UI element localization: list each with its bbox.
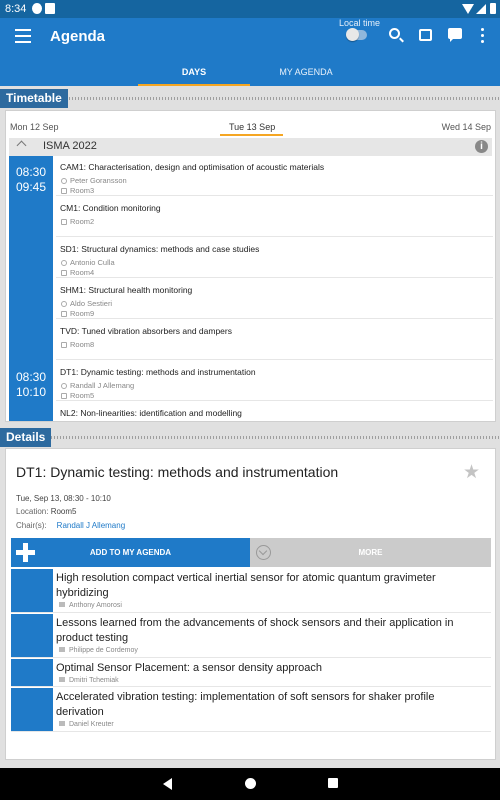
local-time-label: Local time	[339, 18, 381, 28]
day-prev[interactable]: Mon 12 Sep	[10, 122, 59, 132]
day-next[interactable]: Wed 14 Sep	[441, 122, 491, 132]
plus-icon	[16, 543, 35, 562]
star-icon[interactable]: ★	[463, 462, 481, 483]
section-divider	[0, 436, 500, 439]
session-room: Room9	[61, 309, 94, 318]
notification-icon	[32, 3, 42, 14]
info-icon[interactable]: i	[475, 140, 488, 153]
person-icon	[61, 178, 67, 184]
session-chair: Aldo Sestieri	[61, 299, 112, 308]
session-room: Room4	[61, 268, 94, 277]
session-title: SHM1: Structural health monitoring	[60, 285, 193, 295]
session-title: CAM1: Characterisation, design and optimisation of acoustic materials	[60, 162, 325, 172]
paper-item[interactable]	[11, 688, 491, 732]
session-chair: Antonio Culla	[61, 258, 115, 267]
tab-bar	[138, 61, 362, 86]
timetable-card	[5, 110, 496, 422]
paper-author: Dmitri Tchemiak	[59, 677, 119, 684]
home-icon[interactable]	[245, 778, 256, 789]
status-time: 8:34	[5, 3, 27, 15]
session-detail-title: DT1: Dynamic testing: methods and instrumentation	[16, 464, 339, 480]
session-item[interactable]	[56, 197, 493, 237]
day-current[interactable]: Tue 13 Sep	[229, 122, 276, 132]
paper-title: High resolution compact vertical inertial sensor for atomic quantum gravimeter hybridizing	[56, 572, 436, 599]
chat-icon[interactable]	[448, 28, 462, 39]
timetable-label: Timetable	[0, 89, 68, 108]
session-room: Room2	[61, 217, 94, 226]
session-item[interactable]	[56, 279, 493, 319]
session-item[interactable]	[56, 238, 493, 278]
speaker-icon	[59, 721, 65, 726]
status-bar	[0, 0, 500, 18]
conference-name: ISMA 2022	[43, 140, 97, 152]
speaker-icon	[59, 647, 65, 652]
room-icon	[61, 188, 67, 194]
details-label: Details	[0, 428, 51, 447]
chair-link[interactable]: Randall J Allemang	[56, 521, 126, 530]
tab-days[interactable]: DAYS	[138, 61, 250, 86]
session-room: Room5	[61, 391, 94, 400]
app-bar	[0, 18, 500, 86]
session-chair: Peter Goransson	[61, 176, 127, 185]
session-location: Location: Room5	[16, 507, 77, 516]
signal-icon	[476, 4, 486, 14]
wifi-icon	[462, 4, 474, 14]
paper-item[interactable]	[11, 659, 491, 687]
add-to-agenda-button[interactable]: ADD TO MY AGENDA	[11, 538, 250, 567]
room-icon	[61, 270, 67, 276]
speaker-icon	[59, 677, 65, 682]
session-chair: Randall J Allemang	[61, 381, 134, 390]
session-item[interactable]	[56, 156, 493, 196]
paper-author: Anthony Amorosi	[59, 602, 122, 609]
edit-icon[interactable]	[419, 29, 432, 41]
paper-author: Philippe de Cordemoy	[59, 647, 138, 654]
session-date: Tue, Sep 13, 08:30 - 10:10	[16, 494, 111, 503]
session-item[interactable]	[56, 402, 493, 422]
time-slot: 08:30 10:10	[15, 370, 47, 399]
session-item[interactable]	[56, 320, 493, 360]
session-title: NL2: Non-linearities: identification and modelling	[60, 408, 242, 418]
search-icon[interactable]	[389, 28, 400, 39]
chevron-circle-icon	[256, 545, 271, 560]
session-title: DT1: Dynamic testing: methods and instrumentation	[60, 367, 256, 377]
battery-icon	[490, 3, 496, 14]
day-navigator	[6, 111, 495, 137]
paper-item[interactable]	[11, 614, 491, 658]
paper-item[interactable]	[11, 569, 491, 613]
time-slot: 08:30 09:45	[15, 165, 47, 194]
back-icon[interactable]	[163, 778, 172, 790]
session-title: SD1: Structural dynamics: methods and case studies	[60, 244, 260, 254]
tab-my-agenda[interactable]: MY AGENDA	[279, 67, 333, 77]
person-icon	[61, 260, 67, 266]
room-icon	[61, 311, 67, 317]
day-selected-indicator	[220, 134, 283, 136]
session-chairs: Chair(s): Randall J Allemang	[16, 521, 126, 530]
local-time-toggle[interactable]	[347, 30, 367, 40]
room-icon	[61, 219, 67, 225]
session-title: CM1: Condition monitoring	[60, 203, 161, 213]
session-item[interactable]	[56, 361, 493, 401]
time-column	[9, 156, 53, 422]
more-button[interactable]: MORE	[250, 538, 491, 567]
page-title: Agenda	[50, 28, 106, 45]
session-room: Room3	[61, 186, 94, 195]
session-room: Room8	[61, 340, 94, 349]
section-divider	[0, 97, 500, 100]
room-icon	[61, 393, 67, 399]
recent-apps-icon[interactable]	[328, 778, 338, 788]
conference-header[interactable]	[9, 138, 492, 156]
paper-title: Lessons learned from the advancements of shock sensors and their application in product testing	[56, 617, 454, 644]
overflow-menu-icon[interactable]	[481, 28, 484, 44]
person-icon	[61, 383, 67, 389]
system-nav-bar	[0, 768, 500, 800]
menu-icon[interactable]	[15, 29, 31, 43]
session-title: TVD: Tuned vibration absorbers and dampers	[60, 326, 232, 336]
paper-title: Optimal Sensor Placement: a sensor density approach	[56, 662, 322, 674]
speaker-icon	[59, 602, 65, 607]
paper-title: Accelerated vibration testing: implementation of soft sensors for shaker profile derivation	[56, 691, 435, 718]
person-icon	[61, 301, 67, 307]
room-icon	[61, 342, 67, 348]
details-card	[5, 448, 496, 760]
sd-card-icon	[45, 3, 55, 14]
chevron-up-icon[interactable]	[17, 141, 27, 151]
paper-author: Daniel Kreuter	[59, 721, 114, 728]
